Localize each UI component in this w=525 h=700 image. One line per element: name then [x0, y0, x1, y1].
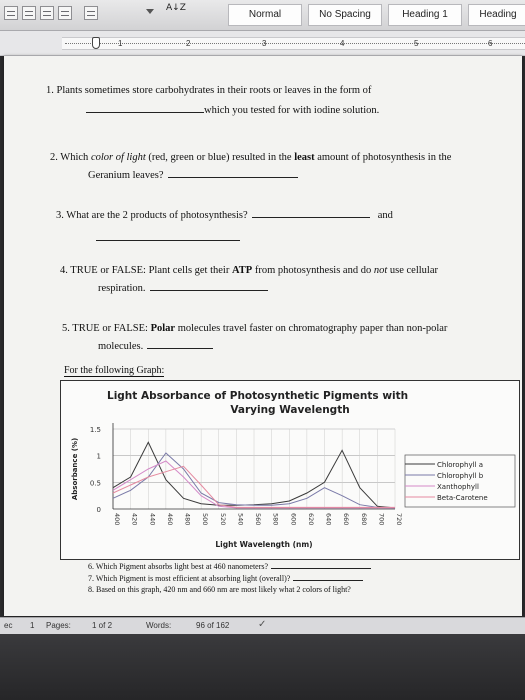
question-1 [46, 84, 379, 117]
legend-label: Beta-Carotene [437, 494, 488, 502]
q5-text-strong: Polar [150, 323, 176, 334]
question-3 [56, 207, 393, 245]
question-2 [50, 151, 451, 182]
q4-answer-blank[interactable] [150, 280, 268, 291]
words-label: Words: [146, 621, 172, 630]
status-bar [0, 617, 525, 634]
q4-text-em: not [373, 265, 388, 276]
document-page[interactable] [4, 56, 522, 616]
increase-indent-icon[interactable] [58, 6, 72, 20]
ruler-number: 2 [186, 39, 191, 48]
style-no-spacing-button[interactable]: No Spacing [308, 4, 382, 26]
ruler-number: 6 [488, 39, 493, 48]
x-tick-label: 540 [236, 513, 245, 526]
q4-text-c: use cellular [387, 265, 438, 276]
q3-answer-blank-1[interactable] [252, 207, 370, 218]
x-tick-label: 640 [324, 513, 333, 526]
x-tick-label: 580 [271, 513, 280, 526]
x-tick-label: 460 [165, 513, 174, 526]
q5-text-b: molecules travel faster on chromatography paper than non-polar [175, 323, 448, 334]
decrease-indent-icon[interactable] [40, 6, 54, 20]
q4-line2: respiration. [98, 283, 146, 294]
bullet-list-icon[interactable] [4, 6, 18, 20]
q5-line2: molecules. [98, 341, 144, 352]
horizontal-ruler[interactable] [0, 31, 525, 56]
q5-text-a: 5. TRUE or FALSE: [62, 323, 151, 334]
q5-answer-blank[interactable] [147, 338, 213, 349]
graph-intro: For the following Graph: [64, 365, 165, 376]
q8: 8. Based on this graph, 420 nm and 660 nm are most likely what 2 colors of light? [88, 585, 351, 594]
style-normal-button[interactable]: Normal [228, 4, 302, 26]
x-tick-label: 500 [201, 513, 210, 526]
ruler-number: 4 [340, 39, 345, 48]
chevron-down-icon[interactable] [146, 9, 154, 14]
section-number: 1 [30, 621, 35, 630]
x-tick-label: 520 [218, 513, 227, 526]
x-tick-label: 600 [289, 513, 298, 526]
section-label: ec [4, 621, 13, 630]
question-5 [62, 322, 447, 353]
window-background [0, 634, 525, 700]
q6-answer-blank[interactable] [271, 560, 371, 569]
q6: 6. Which Pigment absorbs light best at 460 nanometers? [88, 562, 269, 571]
x-tick-label: 700 [377, 513, 386, 526]
q3-and: and [377, 210, 393, 221]
q3-text: 3. What are the 2 products of photosynthesis? [56, 210, 248, 221]
ruler-ticks [65, 43, 525, 45]
chart-title: Light Absorbance of Photosynthetic Pigments with [107, 390, 409, 402]
questions-6-8 [88, 560, 371, 595]
x-tick-label: 480 [183, 513, 192, 526]
ribbon-toolbar [0, 0, 525, 31]
proofing-icon[interactable]: ✓ [258, 619, 267, 630]
q7: 7. Which Pigment is most efficient at absorbing light (overall)? [88, 574, 291, 583]
words-value[interactable]: 96 of 162 [196, 621, 230, 630]
q4-text-b: from photosynthesis and do [252, 265, 374, 276]
legend-label: Xanthophyll [437, 483, 479, 491]
numbered-list-icon[interactable] [22, 6, 36, 20]
q2-answer-blank[interactable] [168, 167, 298, 178]
style-heading1-button[interactable]: Heading 1 [388, 4, 462, 26]
legend-label: Chlorophyll a [437, 461, 483, 469]
q2-line2: Geranium leaves? [88, 170, 164, 181]
multilevel-list-icon[interactable] [84, 6, 98, 20]
q1-line1: 1. Plants sometimes store carbohydrates in their roots or leaves in the form of [46, 85, 372, 96]
x-tick-label: 660 [342, 513, 351, 526]
x-tick-label: 720 [395, 513, 403, 526]
x-tick-label: 440 [148, 513, 157, 526]
sort-icon[interactable]: A↓Z [166, 3, 186, 13]
y-axis-label: Absorbance (%) [71, 437, 79, 501]
q2-text-b: (red, green or blue) resulted in the [145, 152, 295, 163]
x-tick-label: 620 [306, 513, 315, 526]
q2-text-em: color of light [90, 152, 146, 163]
x-axis-label: Light Wavelength (nm) [215, 540, 313, 549]
ruler-number: 3 [262, 39, 267, 48]
q4-text-strong: ATP [231, 265, 253, 276]
q7-answer-blank[interactable] [293, 572, 363, 581]
pages-label: Pages: [46, 621, 71, 630]
question-4 [60, 264, 438, 295]
legend-label: Chlorophyll b [437, 472, 484, 480]
ruler-number: 1 [118, 39, 123, 48]
ruler-number: 5 [414, 39, 419, 48]
pages-value[interactable]: 1 of 2 [92, 621, 113, 630]
chart-svg [61, 381, 519, 559]
y-tick-label: 1.5 [89, 426, 101, 434]
x-tick-label: 680 [359, 513, 368, 526]
x-tick-label: 420 [130, 513, 139, 526]
y-tick-label: 1 [96, 452, 101, 461]
x-tick-label: 560 [254, 513, 262, 526]
q4-text-a: 4. TRUE or FALSE: Plant cells get their [60, 265, 232, 276]
q3-answer-blank-2[interactable] [96, 230, 240, 241]
x-tick-label: 400 [113, 513, 121, 526]
chart-title-line2: Varying Wavelength [230, 404, 350, 416]
style-heading-button[interactable]: Heading [468, 4, 525, 26]
q2-text-c: amount of photosynthesis in the [314, 152, 452, 163]
indent-marker-icon[interactable] [92, 37, 100, 49]
q1-answer-blank[interactable] [86, 102, 204, 113]
q2-text-strong: least [294, 152, 315, 163]
q1-line2: which you tested for with iodine solution. [204, 105, 380, 116]
absorbance-chart [60, 380, 520, 560]
y-tick-label: 0 [96, 506, 101, 514]
q2-text-a: 2. Which [50, 152, 91, 163]
y-tick-label: 0.5 [89, 479, 101, 488]
